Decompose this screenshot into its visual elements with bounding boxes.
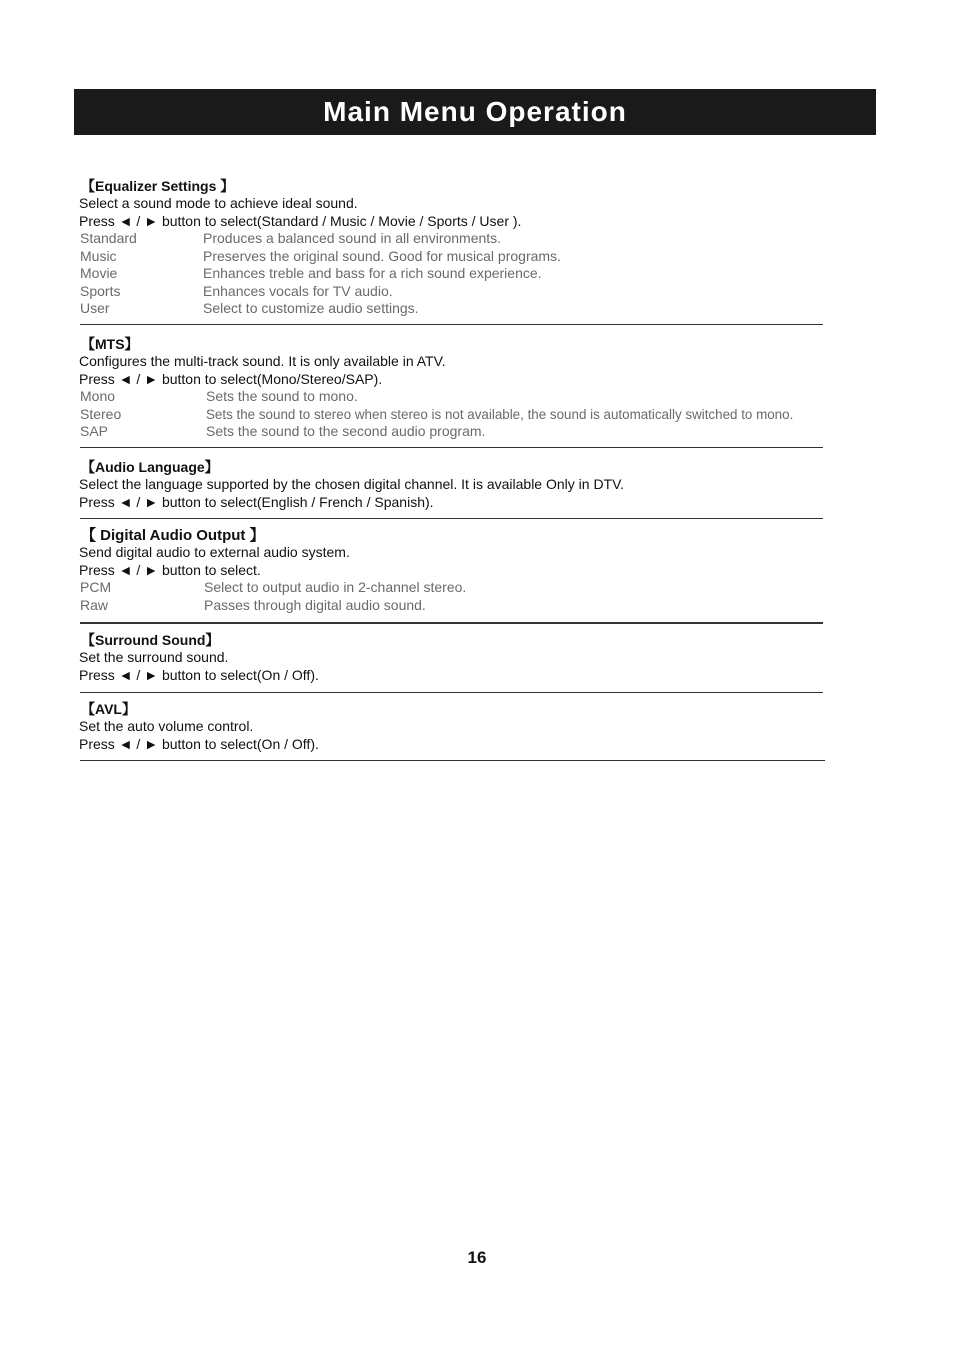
section-intro: Select a sound mode to achieve ideal sound. — [79, 195, 358, 211]
section-intro: Send digital audio to external audio system. — [79, 544, 350, 560]
option-description: Preserves the original sound. Good for musical programs. — [203, 247, 561, 264]
section-divider — [80, 692, 823, 693]
option-term: Mono — [80, 388, 116, 404]
option-term: Stereo — [80, 405, 122, 422]
section-divider — [80, 518, 823, 519]
section-divider — [80, 324, 823, 325]
option-description: Enhances treble and bass for a rich sound experience. — [203, 265, 542, 281]
section-press-instruction: Press ◄ / ► button to select(Mono/Stereo/SAP). — [79, 370, 383, 387]
option-term: SAP — [80, 423, 109, 439]
option-term: Raw — [80, 596, 109, 613]
option-description: Sets the sound to mono. — [206, 388, 358, 404]
page-title: Main Menu Operation — [323, 96, 627, 127]
option-row — [79, 388, 859, 406]
option-description: Passes through digital audio sound. — [204, 596, 426, 613]
option-row — [79, 283, 859, 301]
option-row — [79, 248, 859, 266]
option-term: User — [80, 300, 110, 316]
option-term: PCM — [80, 579, 112, 595]
section-digital-audio-output — [79, 527, 859, 614]
section-heading: 【MTS】 — [81, 336, 139, 352]
section-equalizer-settings — [79, 178, 859, 318]
option-term: Standard — [80, 230, 137, 246]
section-intro: Set the auto volume control. — [79, 718, 254, 734]
section-intro: Select the language supported by the chosen digital channel. It is available Only in DTV. — [79, 476, 625, 492]
option-row — [79, 406, 859, 424]
section-heading: 【AVL】 — [81, 701, 136, 717]
section-press-instruction: Press ◄ / ► button to select(English / French / Spanish). — [79, 493, 434, 510]
option-row — [79, 265, 859, 283]
page-number: 16 — [467, 1248, 487, 1267]
option-description: Select to customize audio settings. — [203, 300, 419, 316]
option-row — [79, 579, 859, 597]
page-title-bar — [74, 89, 876, 135]
section-divider — [80, 760, 825, 761]
option-term: Sports — [80, 282, 121, 299]
section-heading: 【Equalizer Settings 】 — [81, 178, 235, 194]
option-row — [79, 230, 859, 248]
option-description: Sets the sound to the second audio program. — [206, 423, 486, 439]
section-heading: 【Surround Sound】 — [81, 632, 220, 648]
section-press-instruction: Press ◄ / ► button to select(On / Off). — [79, 735, 319, 752]
section-press-instruction: Press ◄ / ► button to select. — [79, 561, 261, 578]
section-divider — [80, 622, 823, 624]
option-term: Music — [80, 247, 117, 264]
section-heading: 【Audio Language】 — [81, 459, 219, 475]
option-row — [79, 300, 859, 318]
section-intro: Configures the multi-track sound. It is only available in ATV. — [79, 353, 446, 369]
section-mts — [79, 336, 859, 441]
section-avl — [79, 701, 859, 753]
section-press-instruction: Press ◄ / ► button to select(On / Off). — [79, 666, 319, 683]
option-row — [79, 597, 859, 615]
section-divider — [80, 447, 823, 448]
option-row — [79, 423, 859, 441]
section-heading: 【 Digital Audio Output 】 — [81, 527, 265, 544]
section-press-instruction: Press ◄ / ► button to select(Standard / Music / Movie / Sports / User ). — [79, 212, 522, 229]
option-description: Sets the sound to stereo when stereo is not available, the sound is automatically switched to mono. — [206, 406, 794, 422]
section-audio-language — [79, 459, 859, 511]
option-description: Produces a balanced sound in all environments. — [203, 230, 502, 246]
section-surround-sound — [79, 632, 859, 684]
section-intro: Set the surround sound. — [79, 649, 229, 665]
option-description: Enhances vocals for TV audio. — [203, 282, 393, 299]
option-term: Movie — [80, 265, 118, 281]
option-description: Select to output audio in 2-channel stereo. — [204, 579, 467, 595]
